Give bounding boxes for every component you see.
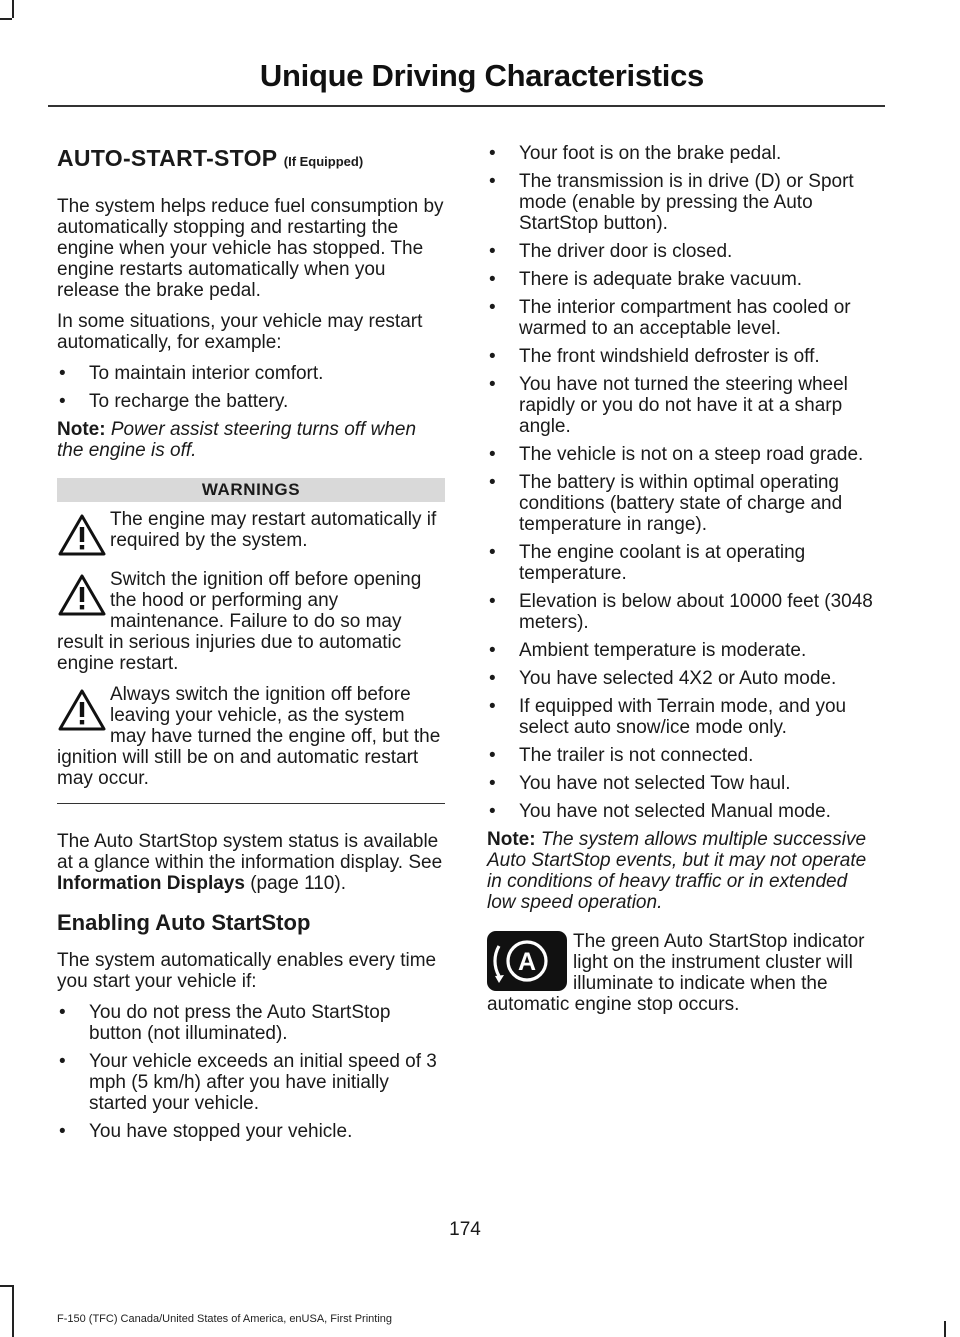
warning-item xyxy=(57,684,445,789)
warning-text: Always switch the ignition off before leaving your vehicle, as the system may have turned the engine off, but the ignition will still be on and automatic restart may occur. xyxy=(57,684,441,789)
enable-conditions-list-continued xyxy=(487,143,879,822)
crop-mark xyxy=(12,1287,14,1337)
indicator-description xyxy=(487,931,879,1015)
warnings-heading: WARNINGS xyxy=(57,478,445,502)
warnings-end-rule xyxy=(57,803,445,804)
warning-text: Switch the ignition off before opening the hood or performing any maintenance. Failure to do so may result in serious injuries due to automatic engine restart. xyxy=(57,569,422,674)
intro-paragraph-2: In some situations, your vehicle may restart automatically, for example: xyxy=(57,311,423,353)
crop-mark xyxy=(944,1321,946,1337)
warning-text: The engine may restart automatically if required by the system. xyxy=(110,509,437,551)
list-item: • The interior compartment has cooled or warmed to an acceptable level. xyxy=(487,297,879,339)
status-text: The Auto StartStop system status is available at a glance within the information display. See xyxy=(57,831,443,873)
crop-mark xyxy=(0,1285,14,1287)
note-label: Note: xyxy=(487,829,536,850)
page-number: 174 xyxy=(449,1219,481,1240)
list-item: • You have not selected Tow haul. xyxy=(487,773,879,794)
list-item: • The transmission is in drive (D) or Sport mode (enable by pressing the Auto StartStop button). xyxy=(487,171,879,234)
list-item: • The front windshield defroster is off. xyxy=(487,346,879,367)
note-label: Note: xyxy=(57,419,106,440)
crop-mark xyxy=(12,0,14,18)
section-heading xyxy=(57,143,445,177)
right-column xyxy=(487,143,879,1015)
page-header-title: Unique Driving Characteristics xyxy=(259,58,704,93)
list-item: • Ambient temperature is moderate. xyxy=(487,640,879,661)
warning-triangle-icon xyxy=(57,688,107,732)
warning-triangle-icon xyxy=(57,513,107,557)
list-item: • The battery is within optimal operating conditions (battery state of charge and temperature in range). xyxy=(487,472,879,535)
list-item: • The driver door is closed. xyxy=(487,241,879,262)
crop-mark xyxy=(0,18,12,20)
restart-reasons-list xyxy=(57,363,445,412)
section-heading-suffix: (If Equipped) xyxy=(283,154,364,169)
list-item: • The vehicle is not on a steep road grade. xyxy=(487,444,879,465)
cross-reference-link[interactable]: Information Displays xyxy=(57,873,245,894)
footer-edition: F-150 (TFC) Canada/United States of America, enUSA, First Printing xyxy=(57,1313,393,1325)
note-text: Power assist steering turns off when the engine is off. xyxy=(57,419,417,461)
list-item: • You do not press the Auto StartStop button (not illuminated). xyxy=(57,1002,445,1044)
list-item: • If equipped with Terrain mode, and you select auto snow/ice mode only. xyxy=(487,696,879,738)
list-item: • The engine coolant is at operating temperature. xyxy=(487,542,879,584)
enable-intro: The system automatically enables every time you start your vehicle if: xyxy=(57,950,437,992)
indicator-letter: A xyxy=(517,948,537,976)
list-item: • There is adequate brake vacuum. xyxy=(487,269,879,290)
warning-item xyxy=(57,569,445,674)
intro-paragraph: The system helps reduce fuel consumption by automatically stopping and restarting the engine when your vehicle has stopped. The engine restarts automatically when you release the brake pedal. xyxy=(57,196,444,301)
list-item: • Your vehicle exceeds an initial speed of 3 mph (5 km/h) after you have initially started your vehicle. xyxy=(57,1051,445,1114)
warning-triangle-icon xyxy=(57,573,107,617)
list-item: • You have stopped your vehicle. xyxy=(57,1121,445,1142)
subsection-heading: Enabling Auto StartStop xyxy=(57,910,311,935)
list-item: • Elevation is below about 10000 feet (3048 meters). xyxy=(487,591,879,633)
indicator-text: The green Auto StartStop indicator light on the instrument cluster will illuminate to indicate when the automatic engine stop occurs. xyxy=(487,931,865,1015)
status-paragraph xyxy=(57,831,445,894)
auto-start-stop-indicator-icon xyxy=(487,931,567,991)
list-item: • You have not turned the steering wheel rapidly or you do not have it at a sharp angle. xyxy=(487,374,879,437)
list-item: • Your foot is on the brake pedal. xyxy=(487,143,879,164)
list-item: • To recharge the battery. xyxy=(57,391,445,412)
section-heading-text: AUTO-START-STOP xyxy=(57,145,278,171)
status-page-ref: (page 110). xyxy=(250,873,346,894)
list-item: • To maintain interior comfort. xyxy=(57,363,445,384)
header-rule xyxy=(48,105,885,107)
note xyxy=(57,419,445,461)
list-item: • The trailer is not connected. xyxy=(487,745,879,766)
enable-conditions-list xyxy=(57,1002,445,1142)
list-item: • You have not selected Manual mode. xyxy=(487,801,879,822)
note xyxy=(487,829,879,913)
list-item: • You have selected 4X2 or Auto mode. xyxy=(487,668,879,689)
left-column xyxy=(57,143,445,1149)
note-text: The system allows multiple successive Auto StartStop events, but it may not operate in conditions of heavy traffic or in extended low speed operation. xyxy=(487,829,867,913)
warning-item xyxy=(57,509,445,559)
